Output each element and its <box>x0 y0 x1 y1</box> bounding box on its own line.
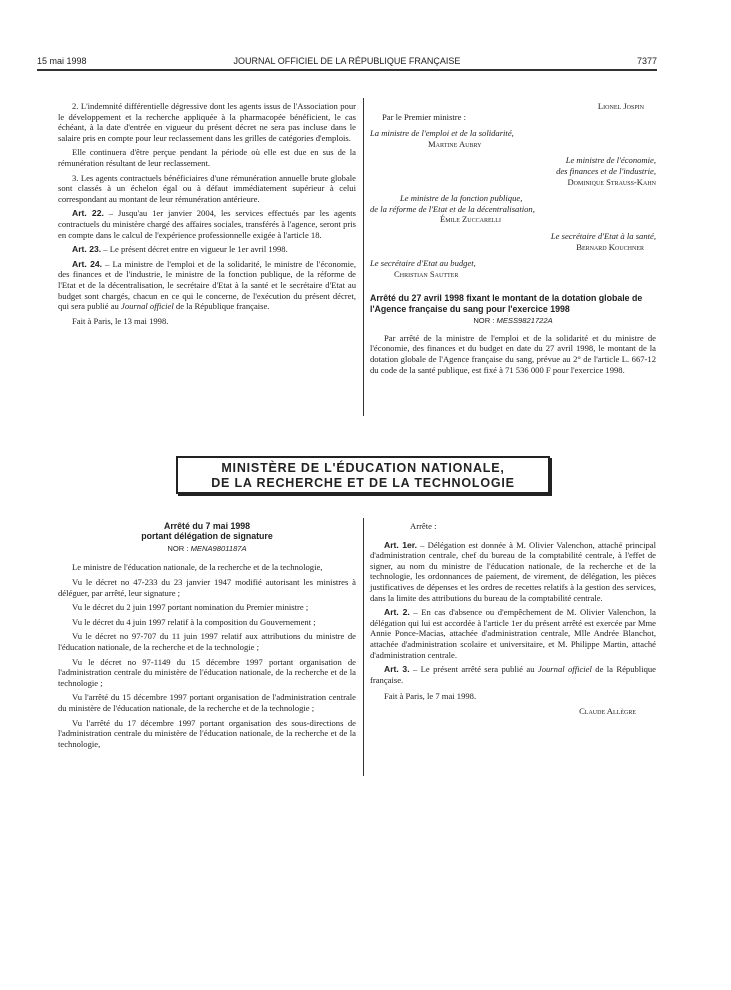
signature-name: Christian Sautter <box>394 268 459 279</box>
signature-role: Le ministre de l'économie, <box>565 155 656 166</box>
article-label: Art. 23. <box>72 244 102 255</box>
article-text-end: de la République française. <box>370 664 656 685</box>
signature-role: Le secrétaire d'Etat à la santé, <box>550 230 656 241</box>
signature-name: Bernard Kouchner <box>576 241 644 252</box>
bottom-left-column <box>58 521 356 753</box>
header-rule-double <box>37 70 657 71</box>
signature-role: La ministre de l'emploi et de la solidarité, <box>370 128 514 139</box>
signature-name: Claude Allègre <box>579 705 636 716</box>
article-text: – Le présent décret entre en vigueur le 1er avril 1998. <box>101 244 288 255</box>
nor-code: MENA9801187A <box>190 543 247 553</box>
ministry-line-2: DE LA RECHERCHE ET DE LA TECHNOLOGIE <box>211 476 515 490</box>
article-label: Art. 22. <box>72 208 104 219</box>
article-23 <box>58 244 356 255</box>
fait-a-paris: Fait à Paris, le 7 mai 1998. <box>384 691 477 702</box>
signature-intro: Par le Premier ministre : <box>382 111 467 122</box>
article-text: – Délégation est donnée à M. Olivier Valenchon, attaché principal d'administration centrale, chef du bureau de la comptabilité centrale, à l'effet de signer, au nom du ministre de l'éducation nationale, de la recherche et de la technologie, les ordonnances de paiement, de virement, de délégation, les pièces justificatives de dépenses et les ordres de recettes relatifs à la gestion des services, dans la limite des attributions du bureau de la comptabilité centrale. <box>370 539 656 603</box>
paragraph: 2. L'indemnité différentielle dégressive dont les agents issus de l'Association pour le développement et la recherche appliquée à la pharmacopée bénéficient, le cas échéant, à la date d'entrée en vigueur du présent décret ne sera pas incluse dans le salaire pris en compte pour leur reclassement dans les grilles de catégories d'emplois. <box>58 101 356 143</box>
journal-title: JOURNAL OFFICIEL DE LA RÉPUBLIQUE FRANÇAISE <box>233 56 461 66</box>
paragraph: Vu le décret du 2 juin 1997 portant nomination du Premier ministre ; <box>72 602 309 613</box>
nor-reference <box>58 544 356 555</box>
page-header <box>37 56 657 70</box>
article-text: – Jusqu'au 1er janvier 2004, les services effectués par les agents contractuels du ministère chargé des affaires sociales, transférés à l'agence, seront pris en compte dans le calcul de l'expérience professionnelle exigée à l'article 18. <box>58 208 357 240</box>
article-label: Art. 24. <box>72 258 103 269</box>
fait-a-paris: Fait à Paris, le 13 mai 1998. <box>72 315 169 326</box>
nor-label: NOR : <box>167 543 191 553</box>
journal-officiel-italic: Journal officiel <box>537 664 592 675</box>
signature-role: des finances et de l'industrie, <box>556 165 656 176</box>
signature-name: Émile Zuccarelli <box>440 214 501 225</box>
article-text: – En cas d'absence ou d'empêchement de M. Olivier Valenchon, la délégation qui lui est accordée à l'article 1er du présent arrêté est exercée par Mme Annie Ponce-Macias, attachée d'administration centrale, Mlle Andrée Blanchot, attachée d'administration scolaire et universitaire, et M. Philippe Martin, attaché d'administration centrale. <box>370 607 656 660</box>
arrete-body: Par arrêté de la ministre de l'emploi et de la solidarité et du ministre de l'économie, des finances et du budget en date du 27 avril 1998, le montant de la dotation globale de l'Agence française du sang, prévue au 2° de l'article L. 667-12 du code de la santé publique, est fixé à 71 536 000 F pour l'exercice 1998. <box>370 332 656 375</box>
header-date: 15 mai 1998 <box>37 56 87 66</box>
arrete-label: Arrête : <box>410 521 437 531</box>
article-text: – La ministre de l'emploi et de la solidarité, le ministre de l'économie, des finances et de l'industrie, le ministre de la fonction publique, de la réforme de l'Etat et de la décentralisation, le secrétaire d'Etat à la santé et le secrétaire d'Etat au budget sont chargés, chacun en ce qui le concerne, de l'exécution du présent décret, qui sera publié au <box>58 258 356 312</box>
nor-code: MESS9821722A <box>496 316 553 326</box>
paragraph: Vu l'arrêté du 17 décembre 1997 portant organisation des sous-directions de l'administration centrale du ministère de l'éducation nationale, de la recherche et de la technologie, <box>58 717 356 749</box>
ministry-line-1: MINISTÈRE DE L'ÉDUCATION NATIONALE, <box>221 461 505 475</box>
signature-role: Le ministre de la fonction publique, <box>400 193 523 204</box>
journal-officiel-italic: Journal officiel <box>121 301 174 312</box>
article-label: Art. 2. <box>384 607 410 618</box>
article-1 <box>370 540 656 604</box>
nor-label: NOR : <box>473 316 497 326</box>
nor-reference <box>370 316 656 327</box>
top-left-column <box>58 101 356 330</box>
paragraph: Le ministre de l'éducation nationale, de la recherche et de la technologie, <box>72 562 323 573</box>
article-text-end: de la République française. <box>173 301 270 312</box>
article-label: Art. 1er. <box>384 539 418 550</box>
article-3 <box>370 664 656 685</box>
article-text: – Le présent arrêté sera publié au <box>409 664 538 675</box>
signature-pm: Lionel Jospin <box>597 101 644 111</box>
ministry-heading <box>176 456 550 494</box>
paragraph: Vu le décret no 97-1149 du 15 décembre 1997 portant organisation de l'administration centrale du ministère de l'éducation nationale, de la recherche et de la technologie ; <box>58 656 356 688</box>
arrete-title-line-2: portant délégation de signature <box>141 531 273 542</box>
top-right-column <box>370 101 656 379</box>
article-label: Art. 3. <box>384 664 410 675</box>
column-divider-bottom <box>363 518 364 776</box>
article-2 <box>370 607 656 660</box>
paragraph: Vu le décret no 47-233 du 23 janvier 1947 modifié autorisant les ministres à déléguer, par arrêté, leur signature ; <box>58 577 356 598</box>
paragraph: Vu le décret du 4 juin 1997 relatif à la composition du Gouvernement ; <box>72 616 316 627</box>
signature-name: Dominique Strauss-Kahn <box>567 176 656 187</box>
paragraph: Elle continuera d'être perçue pendant la période où elle est due en sus de la rémunération résultant de leur reclassement. <box>58 147 356 168</box>
arrete-title: Arrêté du 27 avril 1998 fixant le montant de la dotation globale de l'Agence française du sang pour l'exercice 1998 <box>370 293 643 314</box>
column-divider-top <box>363 98 364 416</box>
signature-name: Martine Aubry <box>428 138 482 149</box>
article-24 <box>58 259 356 312</box>
paragraph: 3. Les agents contractuels bénéficiaires d'une rémunération annuelle brute globale sont classés à un échelon égal ou à défaut immédiatement supérieur à celui correspondant au montant de leur rémunération antérieure. <box>58 172 356 204</box>
page-number: 7377 <box>636 56 657 66</box>
signature-role: de la réforme de l'Etat et de la décentralisation, <box>370 203 535 214</box>
article-22 <box>58 208 356 240</box>
paragraph: Vu le décret no 97-707 du 11 juin 1997 relatif aux attributions du ministre de l'éducation nationale, de la recherche et de la technologie ; <box>58 631 356 652</box>
bottom-right-column <box>370 521 656 717</box>
paragraph: Vu l'arrêté du 15 décembre 1997 portant organisation de l'administration centrale du ministère de l'éducation nationale, de la recherche et de la technologie ; <box>58 692 356 713</box>
signature-role: Le secrétaire d'Etat au budget, <box>370 258 476 269</box>
arrete-title-line-1: Arrêté du 7 mai 1998 <box>163 521 251 531</box>
